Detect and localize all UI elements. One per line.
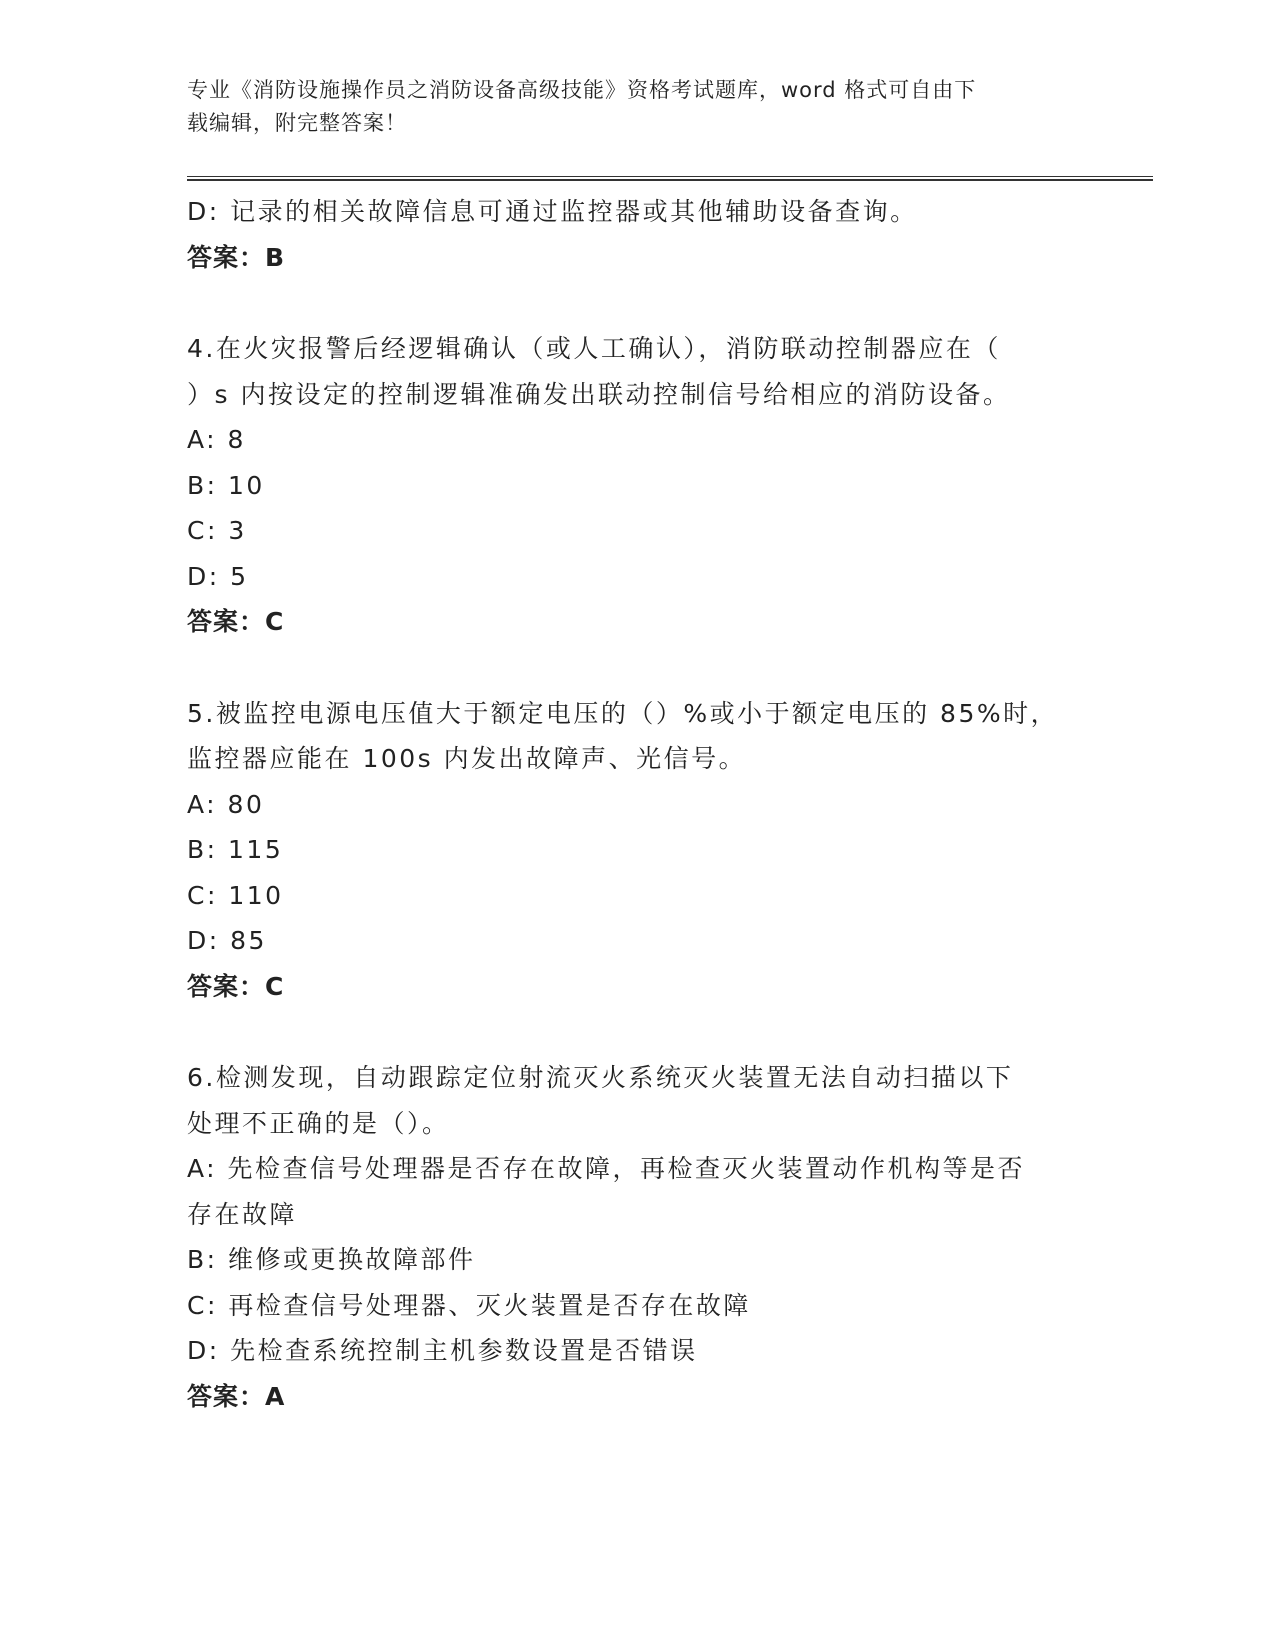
question-stem-line: 监控器应能在 100s 内发出故障声、光信号。 — [187, 744, 747, 773]
option-b: B: 115 — [187, 835, 284, 864]
header-divider — [187, 176, 1153, 181]
question-stem-line: 6.检测发现，自动跟踪定位射流灭火系统灭火装置无法自动扫描以下 — [187, 1063, 1014, 1092]
option-a-continued: 存在故障 — [187, 1199, 298, 1229]
option-b: B: 维修或更换故障部件 — [187, 1245, 476, 1274]
question-4 — [187, 326, 1087, 645]
page-header — [187, 74, 1067, 140]
answer-label: 答案：A — [187, 1381, 286, 1411]
option-c: C: 110 — [187, 880, 284, 910]
option-b: B: 10 — [187, 470, 265, 500]
question-stem-line: 4.在火灾报警后经逻辑确认（或人工确认），消防联动控制器应在（ — [187, 334, 1001, 363]
spacer — [187, 645, 1087, 691]
option-d: D: 5 — [187, 561, 249, 591]
answer-label: 答案：C — [187, 607, 285, 636]
question-stem-line: 处理不正确的是（）。 — [187, 1108, 450, 1138]
answer-label: 答案：B — [187, 242, 286, 272]
header-line-2: 载编辑，附完整答案！ — [187, 111, 407, 135]
answer-label: 答案：C — [187, 971, 285, 1001]
question-stem-line: ）s 内按设定的控制逻辑准确发出联动控制信号给相应的消防设备。 — [187, 379, 1011, 409]
spacer — [187, 1009, 1087, 1055]
question-stem-line: 5.被监控电源电压值大于额定电压的（）%或小于额定电压的 85%时， — [187, 698, 1059, 728]
option-d: D: 85 — [187, 926, 267, 955]
question-5 — [187, 691, 1087, 1010]
question-content — [187, 189, 1087, 1419]
option-c: C: 再检查信号处理器、灭火装置是否存在故障 — [187, 1290, 751, 1320]
option-c: C: 3 — [187, 516, 247, 545]
previous-question-tail — [187, 189, 1087, 280]
option-a: A: 8 — [187, 425, 246, 454]
option-a: A: 80 — [187, 789, 265, 819]
option-d: D: 先检查系统控制主机参数设置是否错误 — [187, 1336, 698, 1365]
header-line-1: 专业《消防设施操作员之消防设备高级技能》资格考试题库，word 格式可自由下 — [187, 78, 977, 102]
spacer — [187, 280, 1087, 326]
option-a: A: 先检查信号处理器是否存在故障，再检查灭火装置动作机构等是否 — [187, 1154, 1026, 1183]
question-6 — [187, 1055, 1087, 1419]
option-d: D: 记录的相关故障信息可通过监控器或其他辅助设备查询。 — [187, 197, 918, 226]
